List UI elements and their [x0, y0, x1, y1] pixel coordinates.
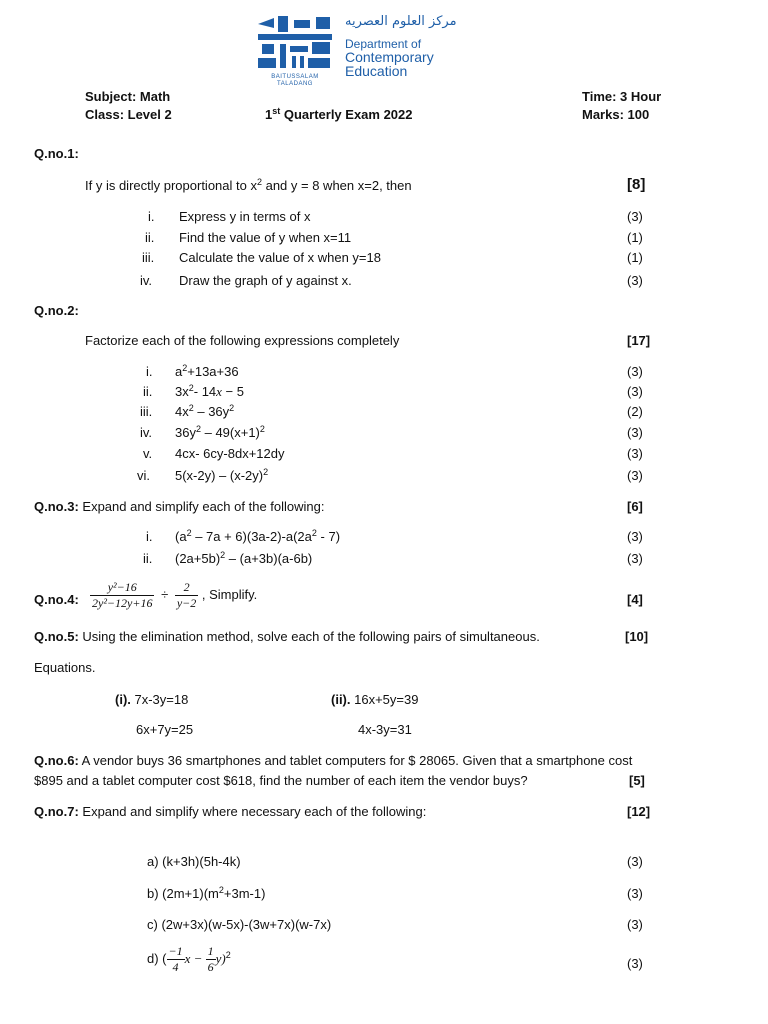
- q7-item-d: d) ( $\frac{-1}{4}$ x − $\frac{1}{6}$ y)$^2$: [147, 944, 231, 974]
- q4-expression: $\frac{\text{y²−16}}{\text{2y²−12y+16}}$ ÷ $\frac{2}{y-2}$ , Simplify.: [92, 580, 258, 610]
- q7-d-fraction-2: $\frac{1}{6}$: [207, 944, 214, 974]
- q7-item-marks: (3): [627, 956, 643, 971]
- q7-marks: [12]: [627, 804, 651, 819]
- q5-label: Q.no.5:: [34, 629, 79, 644]
- q7-item-marks: (3): [627, 917, 643, 932]
- q6-line2: $895 and a tablet computer cost $618, find the number of each item the vendor buys?: [34, 773, 528, 788]
- time-label: Time: 3 Hour: [582, 89, 662, 104]
- q2-item-expr: $36y^2 - 49(x+1)^2$: [175, 424, 265, 440]
- q1-item-text: Calculate the value of x when y=18: [179, 250, 381, 265]
- q3-stem: Expand and simplify each of the following:: [78, 499, 325, 514]
- marks-label: Marks: 100: [582, 107, 650, 122]
- q3-item-expr: $(2a+5b)^2 - (a+3b)(a-6b)$: [175, 550, 313, 566]
- q4-marks: [4]: [627, 592, 643, 607]
- q3-item-marks: (3): [627, 551, 643, 566]
- q2-label: Q.no.2:: [34, 303, 79, 318]
- q2-item-expr: $5(x-2y) - (x-2y)^2$: [175, 467, 269, 483]
- logo-arabic-text: مركز العلوم العصريه: [345, 14, 457, 29]
- class-label: Class: Level 2: [85, 107, 172, 122]
- q4-fraction-1: $\frac{\text{y²−16}}{\text{2y²−12y+16}}$: [92, 580, 153, 610]
- q5-marks: [10]: [625, 629, 649, 644]
- q1-item-marks: (3): [627, 209, 643, 224]
- q2-item-marks: (3): [627, 446, 643, 461]
- q2-item-expr: $4x^2 - 36y^2$: [175, 403, 235, 419]
- q5-pair1-eq2: 6x+7y=25: [136, 722, 194, 737]
- logo-dept-line2: Contemporary: [345, 49, 434, 65]
- q2-item-expr: $3x^2-$ 14x − 5: [175, 383, 244, 399]
- q5-stem-continued: Equations.: [34, 660, 96, 675]
- q2-item-num: vi.: [137, 468, 150, 483]
- q3-item-marks: (3): [627, 529, 643, 544]
- q7-item-c: c) (2w+3x)(w-5x)-(3w+7x)(w-7x): [147, 917, 332, 932]
- q1-item-marks: (1): [627, 230, 643, 245]
- q7-item-b: b) $(2m+1)(m^2+3m-1)$: [147, 885, 266, 901]
- q1-item-marks: (1): [627, 250, 643, 265]
- subject-label: Subject: Math: [85, 89, 171, 104]
- q5-stem: Using the elimination method, solve each of the following pairs of simultaneous.: [78, 629, 540, 644]
- q3-marks: [6]: [627, 499, 643, 514]
- q5-pair2-eq2: 4x-3y=31: [358, 722, 412, 737]
- logo-dept-line1: Department of: [345, 37, 422, 51]
- q3-item-num: ii.: [143, 551, 153, 566]
- q2-item-marks: (3): [627, 468, 643, 483]
- q2-stem: Factorize each of the following expressions completely: [85, 333, 400, 348]
- q1-marks: [8]: [627, 176, 646, 193]
- q1-label: Q.no.1:: [34, 146, 79, 161]
- q7-label: Q.no.7:: [34, 804, 79, 819]
- q6-label: Q.no.6:: [34, 753, 79, 768]
- q7-item-marks: (3): [627, 886, 643, 901]
- logo-subtitle-line2: TALADANG: [277, 81, 313, 87]
- q1-item-num: ii.: [145, 230, 155, 245]
- q2-item-expr: $a^2+13a+36$: [175, 363, 239, 379]
- q2-item-num: i.: [146, 364, 153, 379]
- q5-line: [34, 629, 540, 644]
- q2-item-expr: 4cx- 6cy-8dx+12dy: [175, 446, 285, 461]
- q1-item-text: Draw the graph of y against x.: [179, 273, 352, 288]
- institution-logo-icon: [254, 14, 336, 72]
- q5-pair2-eq1: (ii). 16x+5y=39: [331, 692, 419, 707]
- q3-label: Q.no.3:: [34, 499, 79, 514]
- q1-item-marks: (3): [627, 273, 643, 288]
- q2-item-marks: (2): [627, 404, 643, 419]
- q3-item-num: i.: [146, 529, 153, 544]
- q1-item-num: iv.: [140, 273, 153, 288]
- q6-line1: Q.no.6: A vendor buys 36 smartphones and tablet computers for $ 28065. Given that a smartphone cost: [34, 753, 633, 768]
- q1-stem: If y is directly proportional to $x^2$ and y = 8 when x=2, then: [85, 177, 412, 193]
- logo-subtitle: [254, 74, 336, 88]
- exam-title: 1st Quarterly Exam 2022: [265, 106, 413, 122]
- q2-item-num: v.: [143, 446, 153, 461]
- q7-stem: Expand and simplify where necessary each of the following:: [78, 804, 427, 819]
- q2-item-num: iv.: [140, 425, 153, 440]
- q3-line: [34, 499, 324, 514]
- q3-item-expr: $(a^2 - 7a + 6)(3a-2)-a(2a^2 - 7)$: [175, 528, 341, 544]
- q2-item-marks: (3): [627, 384, 643, 399]
- q4-label: Q.no.4:: [34, 592, 79, 607]
- q1-item-num: i.: [148, 209, 155, 224]
- q1-item-text: Express y in terms of x: [179, 209, 311, 224]
- q7-item-a: a) (k+3h)(5h-4k): [147, 854, 241, 869]
- q7-item-marks: (3): [627, 854, 643, 869]
- q2-item-marks: (3): [627, 425, 643, 440]
- q2-item-marks: (3): [627, 364, 643, 379]
- q2-item-num: iii.: [140, 404, 153, 419]
- logo-subtitle-line1: BAITUSSALAM: [271, 74, 319, 80]
- q1-item-text: Find the value of y when x=11: [179, 230, 352, 245]
- q2-item-num: ii.: [143, 384, 153, 399]
- logo-dept-line3: Education: [345, 63, 408, 79]
- q4-fraction-2: $\frac{2}{y-2}$: [176, 580, 197, 610]
- q1-item-num: iii.: [142, 250, 155, 265]
- q6-marks: [5]: [629, 773, 645, 788]
- q7-line: [34, 804, 426, 819]
- q7-d-fraction-1: $\frac{-1}{4}$: [168, 944, 183, 974]
- q5-pair1-eq1: (i). 7x-3y=18: [115, 692, 189, 707]
- q2-marks: [17]: [627, 333, 651, 348]
